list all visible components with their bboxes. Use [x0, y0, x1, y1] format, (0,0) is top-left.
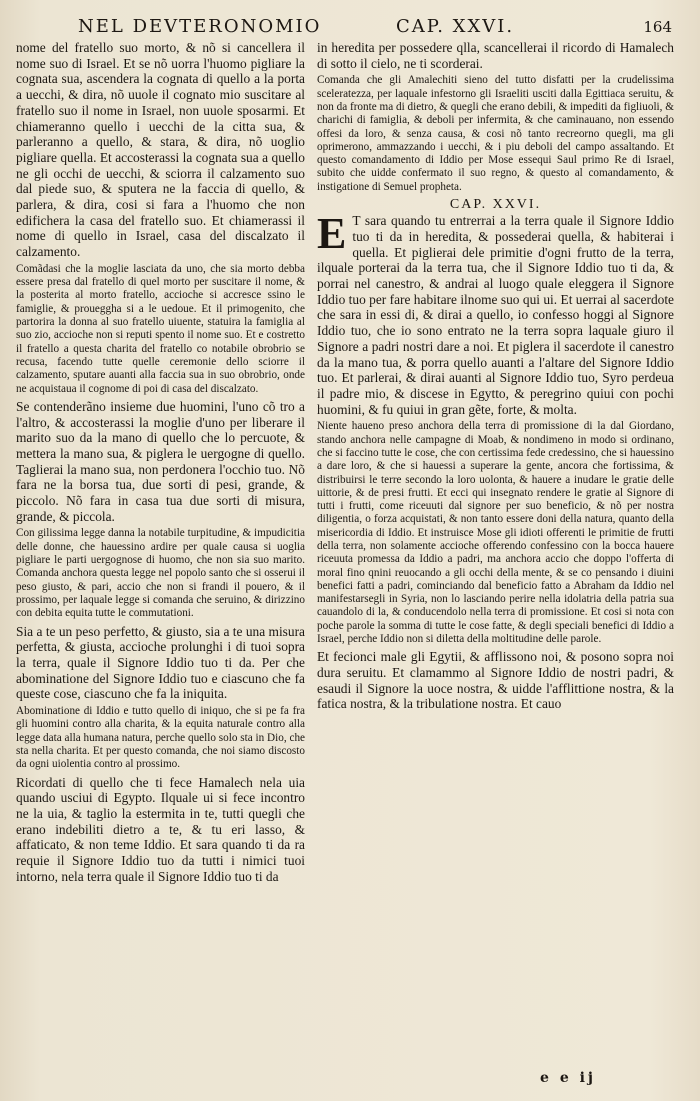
- text-paragraph: Sia a te un peso perfetto, & giusto, sia a te una misura perfetta, & giusta, accioche prolunghi i di tuoi sopra la terra, quale il Signore Iddio tuo ti da. Per che abominatione del Signore Iddio tuo e ciascuno che fa queste cose, ciascuno che fa la iniquita.: [16, 623, 305, 702]
- signature-mark: e e ij: [540, 1070, 596, 1086]
- text-paragraph: nome del fratello suo morto, & nõ si cancellera il nome suo di Israel. Et se nõ uorra l'huomo pigliare la cognata sua, ascendera la cognata di quello a la porta a uecchi, & dira, nõ uuole il cognato mio suscitare al fratello suo il nome in Israel, non uuole sposarmi. Et chiameranno quello i uecchi de la citta sua, & parleranno a quello, & stara, & dira, nõ uoglio pigliare quella. Et accosterassi la cognata sua a quello ne gli occhi de uecchi, & sciorra il calzamento suo dal piede suo, & sputera ne la faccia di quello, & parlera, & dira, cosi si fara a l'huomo che non edifichera la casa del fratello suo. Et chiamerassi il nome di quello in Israel, casa del discalzato il calzamento.: [16, 40, 305, 260]
- running-title: NEL DEVTERONOMIO: [78, 16, 322, 37]
- commentary-paragraph: Comanda che gli Amalechiti sieno del tutto disfatti per la crudelissima sceleratezza, per laquale infestorno gli Israeliti usciti dalla Egittiaca seruitu, & non da fronte ma di dietro, & quegli che erano debili, & impediti da figliuoli, & charichi di famiglia, & deboli per infermita, & che caminauano, non essendo offesi da loro, & senza causa, & cosi nõ tanto recreorno quegli, ma gli oprimerono, ammazzando i uecchi, & i piu deboli del campo assaltando. Et questo comandamento di Iddio per Mose essequi Saul primo Re di Israel, subito che uidde confermato il suo regno, & questo al comandamento, & instigatione di Semuel propheta.: [317, 74, 674, 193]
- header-chapter: CAP. XXVI.: [396, 16, 515, 37]
- drop-cap: E: [317, 209, 347, 259]
- commentary-paragraph: Niente haueno preso anchora della terra di promissione di la dal Giordano, stando anchora nelle campagne di Moab, & nondimeno in modo si ordinano, che si faccino tutte le cose, che con certissima fede credessino, che si hauessino a dare loro, & che si hauessi a superare la gente, ancora che fortissima, & distribuirsi le terre secondo la loro uolonta, & hauere a inudare le gratie delle uittorie, & de presi frutti. Et ecci qui insegnato rendere le gratie al Signore di tutti i frutti, come riceuuti dal signore per suo beneficio, & nõ per nostra diligentia, o forza acquistati, & non tanto essere doni della natura, quanto della misericordia di Iddio. Et instruisce Mose gli idioti offerenti le primitie de frutti della terra, non solamente accioche offerendo confessino con la bocca hauere riceuuta promessa da Iddio a padri, ma anchora accio che doppo l'offerta di moral fino qnini reuocando a gli occhi della mente, & se co pensando i diuini benefici fatti a padri, cominciando dal beneficio fatto a Abraham da Iddio nel manifestarsegli in Syria, non lo lasciando perire nella idolatria della patria sua cauandolo di la, & conducendolo nella terra di promissione. Et cosi si nota con poche parole la somma di tutte le cose fatte, & degli speciali benefici di Iddio a Israel, perche Iddio non si diletta della moltitudine delle parole.: [317, 420, 674, 646]
- drop-cap-paragraph-text: T sara quando tu entrerrai a la terra quale il Signore Iddio tuo ti da in heredita, & possederai quella, & habiterai i quella. Et piglierai dele primitie d'ogni frutto de la terra, ilquale porterai da la terra tua, che il Signore Iddio tuo ti da, & porrai nel canestro, & andrai al luogo quale eleggera il Signore Iddio tuo per fare habitare ilnome suo qui ui. Et uerrai al sacerdote che sara in essi di, & dirai a quello, io confesso hoggi al Signore Iddio tuo, che io sono entrato ne la terra sopra laquale giuro il Signore a padri nostri dare a noi. Et piglera il sacerdote il canestro da la mano tua, & porra quello auanti a l'altare del Signore Iddio tuo. Et parlerai, & dirai auanti al Signore Iddio tuo, Syro perdeua il padre mio, & discese in Egytto, & peregrino quiui con pochi huomini, & fu quiui in gran gẽte, forte, & molta.: [317, 213, 674, 417]
- running-header: [78, 14, 672, 42]
- text-paragraph: in heredita per possedere qlla, scancellerai il ricordo di Hamalech di sotto il cielo, ne ti scorderai.: [317, 40, 674, 71]
- text-paragraph: Ricordati di quello che ti fece Hamalech nela uia quando usciui di Egypto. Ilquale ui si fece incontro ne la uia, & taglio la estermita in te, tutti quegli che erano indebiliti dietro a te, & tu eri lasso, & affaticato, & non teme Iddio. Et sara quando ti da ra requie il Signore Iddio tuo da tutti i nimici tuoi intorno, nela terra quale il Signore Iddio tuo ti da: [16, 774, 305, 884]
- right-column: [317, 40, 674, 715]
- folio-number: 164: [643, 18, 672, 36]
- chapter-heading: CAP. XXVI.: [449, 197, 542, 213]
- commentary-paragraph: Comãdasi che la moglie lasciata da uno, che sia morto debba essere presa dal fratello di quel morto per suscitare il nome, & la posterita al morto fratello, accioche si accresce ssino le famiglie, & proueggha si a le uedoue. Et il primogenito, che partorira la donna al suo fratello uiuente, statuira la famiglia al suo zio, accioche non si reputi spento il nome suo. Et e costretto il fratello a questa charita del fratello co notabile obrobrio se recusa, facendo tutte quelle ceremonie dello sciorre il calzamento, sputare auanti alla faccia sua in suo obrobrio, onde ne acquistaua il cognome di poi di casa del discalzato.: [16, 262, 305, 395]
- left-column: [16, 40, 305, 887]
- commentary-paragraph: Abominatione di Iddio e tutto quello di iniquo, che si pe fa fra gli huomini contro alla charita, & la equita naturale contro alla legge data alla humana natura, perche quello solo sta in Dio, che sta nella charita. Et per questo comanda, che noi siamo discosto da ogni uiolentia contro al prossimo.: [16, 705, 305, 771]
- text-paragraph: Se contenderãno insieme due huomini, l'uno cõ tro a l'altro, & accosterassi la moglie d'uno per liberare il marito suo da la mano di quello che lo percuote, & mettera la mano sua, & piglera le uergogne di quello. Taglierai la mano sua, non perdonera l'occhio tuo. Nõ fara ne la borsa tua, due sorti di pesi, grande, & piccolo. Nõ fara in casa tua due sorti di misura, grande, & piccola.: [16, 398, 305, 524]
- commentary-paragraph: Con gilissima legge danna la notabile turpitudine, & impudicitia delle donne, che hauessino ardire per quale causa si uoglia pigliare le parti uergognose di huomo, che non sia suo marito. Comanda anchora questa legge nel popolo santo che si osserui il peso giusto, & pari, accio che non si frandi il pouero, & il prossimo, per laquale legge si comanda che seruino, & dirizzino con debita equita tutte le commutationi.: [16, 527, 305, 620]
- text-paragraph: [317, 209, 674, 417]
- text-paragraph: Et fecionci male gli Egytii, & afflissono noi, & posono sopra noi dura seruitu. Et clamammo al Signore Iddio de nostri padri, & esaudi il Signore la uoce nostra, & uidde l'afflittione nostra, & la fatica nostra, & la tribulatione nostra. Et cauo: [317, 649, 674, 712]
